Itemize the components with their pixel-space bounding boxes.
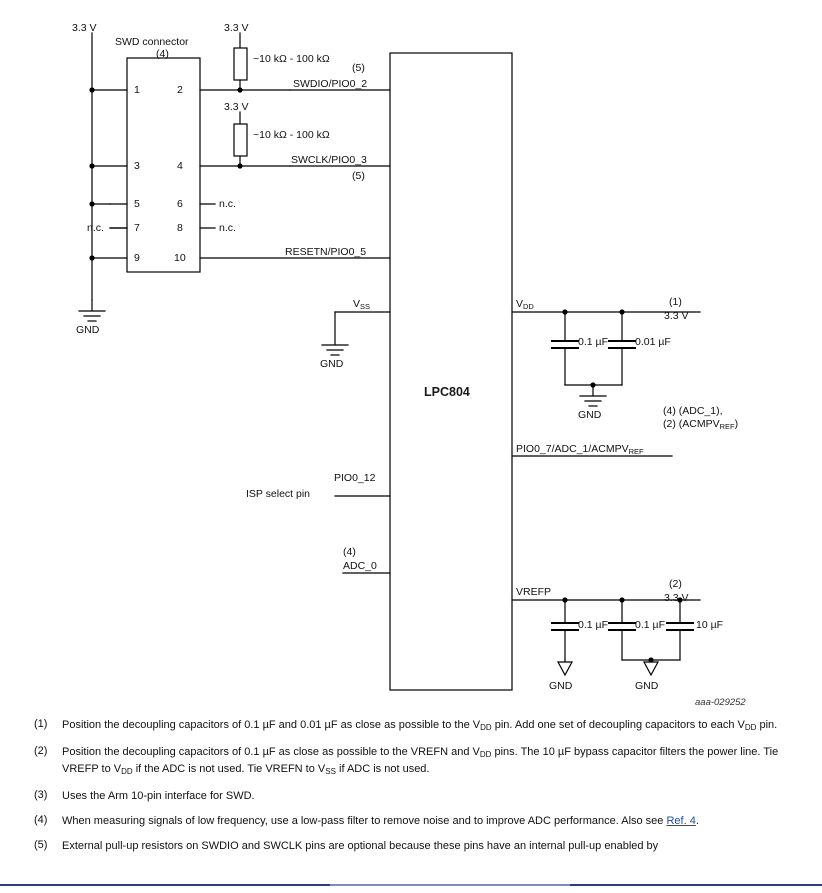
label-cap-vref-2: 0.1 µF: [635, 619, 665, 631]
note-text-tail: .: [695, 815, 699, 827]
label-supply-pullup-1: 3.3 V: [224, 22, 249, 34]
label-note5-a: (5): [352, 62, 365, 74]
label-adc1-pin: $PIO0\_7/ADC\_1/ACMPV_{REF}$: [516, 443, 644, 456]
connector-pin-9: 9: [134, 252, 140, 264]
note-text-lead: When measuring signals of low frequency, use a low-pass filter to remove noise and to improve ADC performance. Also see: [62, 815, 664, 827]
ref-4-link[interactable]: Ref. 4: [666, 815, 696, 827]
label-vrefp-pin: VREFP: [516, 586, 552, 598]
label-pio0-12: PIO0_12: [334, 472, 376, 484]
note-text: Position the decoupling capacitors of 0.1 µF as close as possible to the VREFN and $V_{DD}$ pins. The 10 µF bypass capacitor filters the power line. Tie VREFP to $V_{DD}$ if the ADC is not used. Tie VREFN to $V_{SS}$ if ADC is not used.: [62, 746, 779, 776]
label-gnd-vss: GND: [320, 358, 344, 370]
note-text: External pull-up resistors on SWDIO and SWCLK pins are optional because these pins have an internal pull-up enabled by: [62, 840, 659, 852]
label-note4-adc1: (4) (ADC_1),: [663, 405, 723, 417]
connector-pin-4: 4: [177, 160, 183, 172]
connector-pin-2: 2: [177, 84, 183, 96]
label-supply-pullup-2: 3.3 V: [224, 101, 249, 113]
label-swd-connector: SWD connector: [115, 36, 189, 48]
label-cap-vdd-1: 0.1 µF: [578, 336, 608, 348]
label-note4-adc0: (4): [343, 546, 356, 558]
note-item: [0, 718, 822, 735]
label-nc-6: n.c.: [219, 198, 236, 210]
note-number: (4): [34, 814, 48, 826]
connector-pin-6: 6: [177, 198, 183, 210]
label-resistor-1: ~10 kΩ - 100 kΩ: [253, 53, 330, 65]
label-adc0: ADC_0: [343, 560, 377, 572]
connector-pin-7: 7: [134, 222, 140, 234]
connector-pin-8: 8: [177, 222, 183, 234]
connector-pin-1: 1: [134, 84, 140, 96]
note-item: [0, 745, 822, 779]
label-note5-b: (5): [352, 170, 365, 182]
figure-id: aaa-029252: [695, 697, 746, 708]
connector-pin-10: 10: [174, 252, 186, 264]
connector-pin-5: 5: [134, 198, 140, 210]
mcu-label: LPC804: [424, 385, 470, 399]
label-vrefp-supply: 3.3 V: [664, 592, 689, 604]
figure-notes: [0, 718, 822, 864]
label-note2: (2): [669, 578, 682, 590]
label-gnd-vdd: GND: [578, 409, 602, 421]
note-text: Position the decoupling capacitors of 0.1 µF and 0.01 µF as close as possible to the $V_{DD}$ pin. Add one set of decoupling capacitors to each $V_{DD}$ pin.: [62, 719, 778, 732]
note-item: [0, 839, 822, 854]
label-resetn-pin: RESETN/PIO0_5: [285, 246, 367, 258]
note-number: (3): [34, 789, 48, 801]
label-cap-vdd-2: 0.01 µF: [635, 336, 671, 348]
note-number: (5): [34, 839, 48, 851]
label-resistor-2: ~10 kΩ - 100 kΩ: [253, 129, 330, 141]
note-number: (1): [34, 718, 48, 730]
label-nc-7: n.c.: [87, 222, 104, 234]
page-footer-divider: [0, 884, 822, 886]
label-nc-8: n.c.: [219, 222, 236, 234]
label-vss-pin: $V_{SS}$: [353, 298, 371, 311]
connector-pin-3: 3: [134, 160, 140, 172]
label-vdd-supply: 3.3 V: [664, 310, 689, 322]
note-item: [0, 789, 822, 804]
label-cap-vref-1: 0.1 µF: [578, 619, 608, 631]
note-text: [62, 814, 699, 829]
note-text: Uses the Arm 10-pin interface for SWD.: [62, 790, 255, 802]
label-supply-top-left: 3.3 V: [72, 22, 97, 34]
label-swdio-pin: SWDIO/PIO0_2: [293, 78, 368, 90]
label-vdd-pin: $V_{DD}$: [516, 298, 534, 311]
label-note1: (1): [669, 296, 682, 308]
label-swd-connector-note: (4): [156, 48, 169, 60]
note-item: [0, 814, 822, 829]
label-gnd-vref-2: GND: [635, 680, 659, 692]
label-gnd-connector: GND: [76, 324, 100, 336]
label-isp-select: ISP select pin: [246, 488, 311, 500]
label-gnd-vref-1: GND: [549, 680, 573, 692]
label-cap-vref-3: 10 µF: [696, 619, 724, 631]
label-note2-acmp: (2) $(ACMPV_{REF})$: [663, 418, 739, 431]
label-swclk-pin: SWCLK/PIO0_3: [291, 154, 367, 166]
note-number: (2): [34, 745, 48, 757]
mcu-body: [390, 53, 512, 690]
